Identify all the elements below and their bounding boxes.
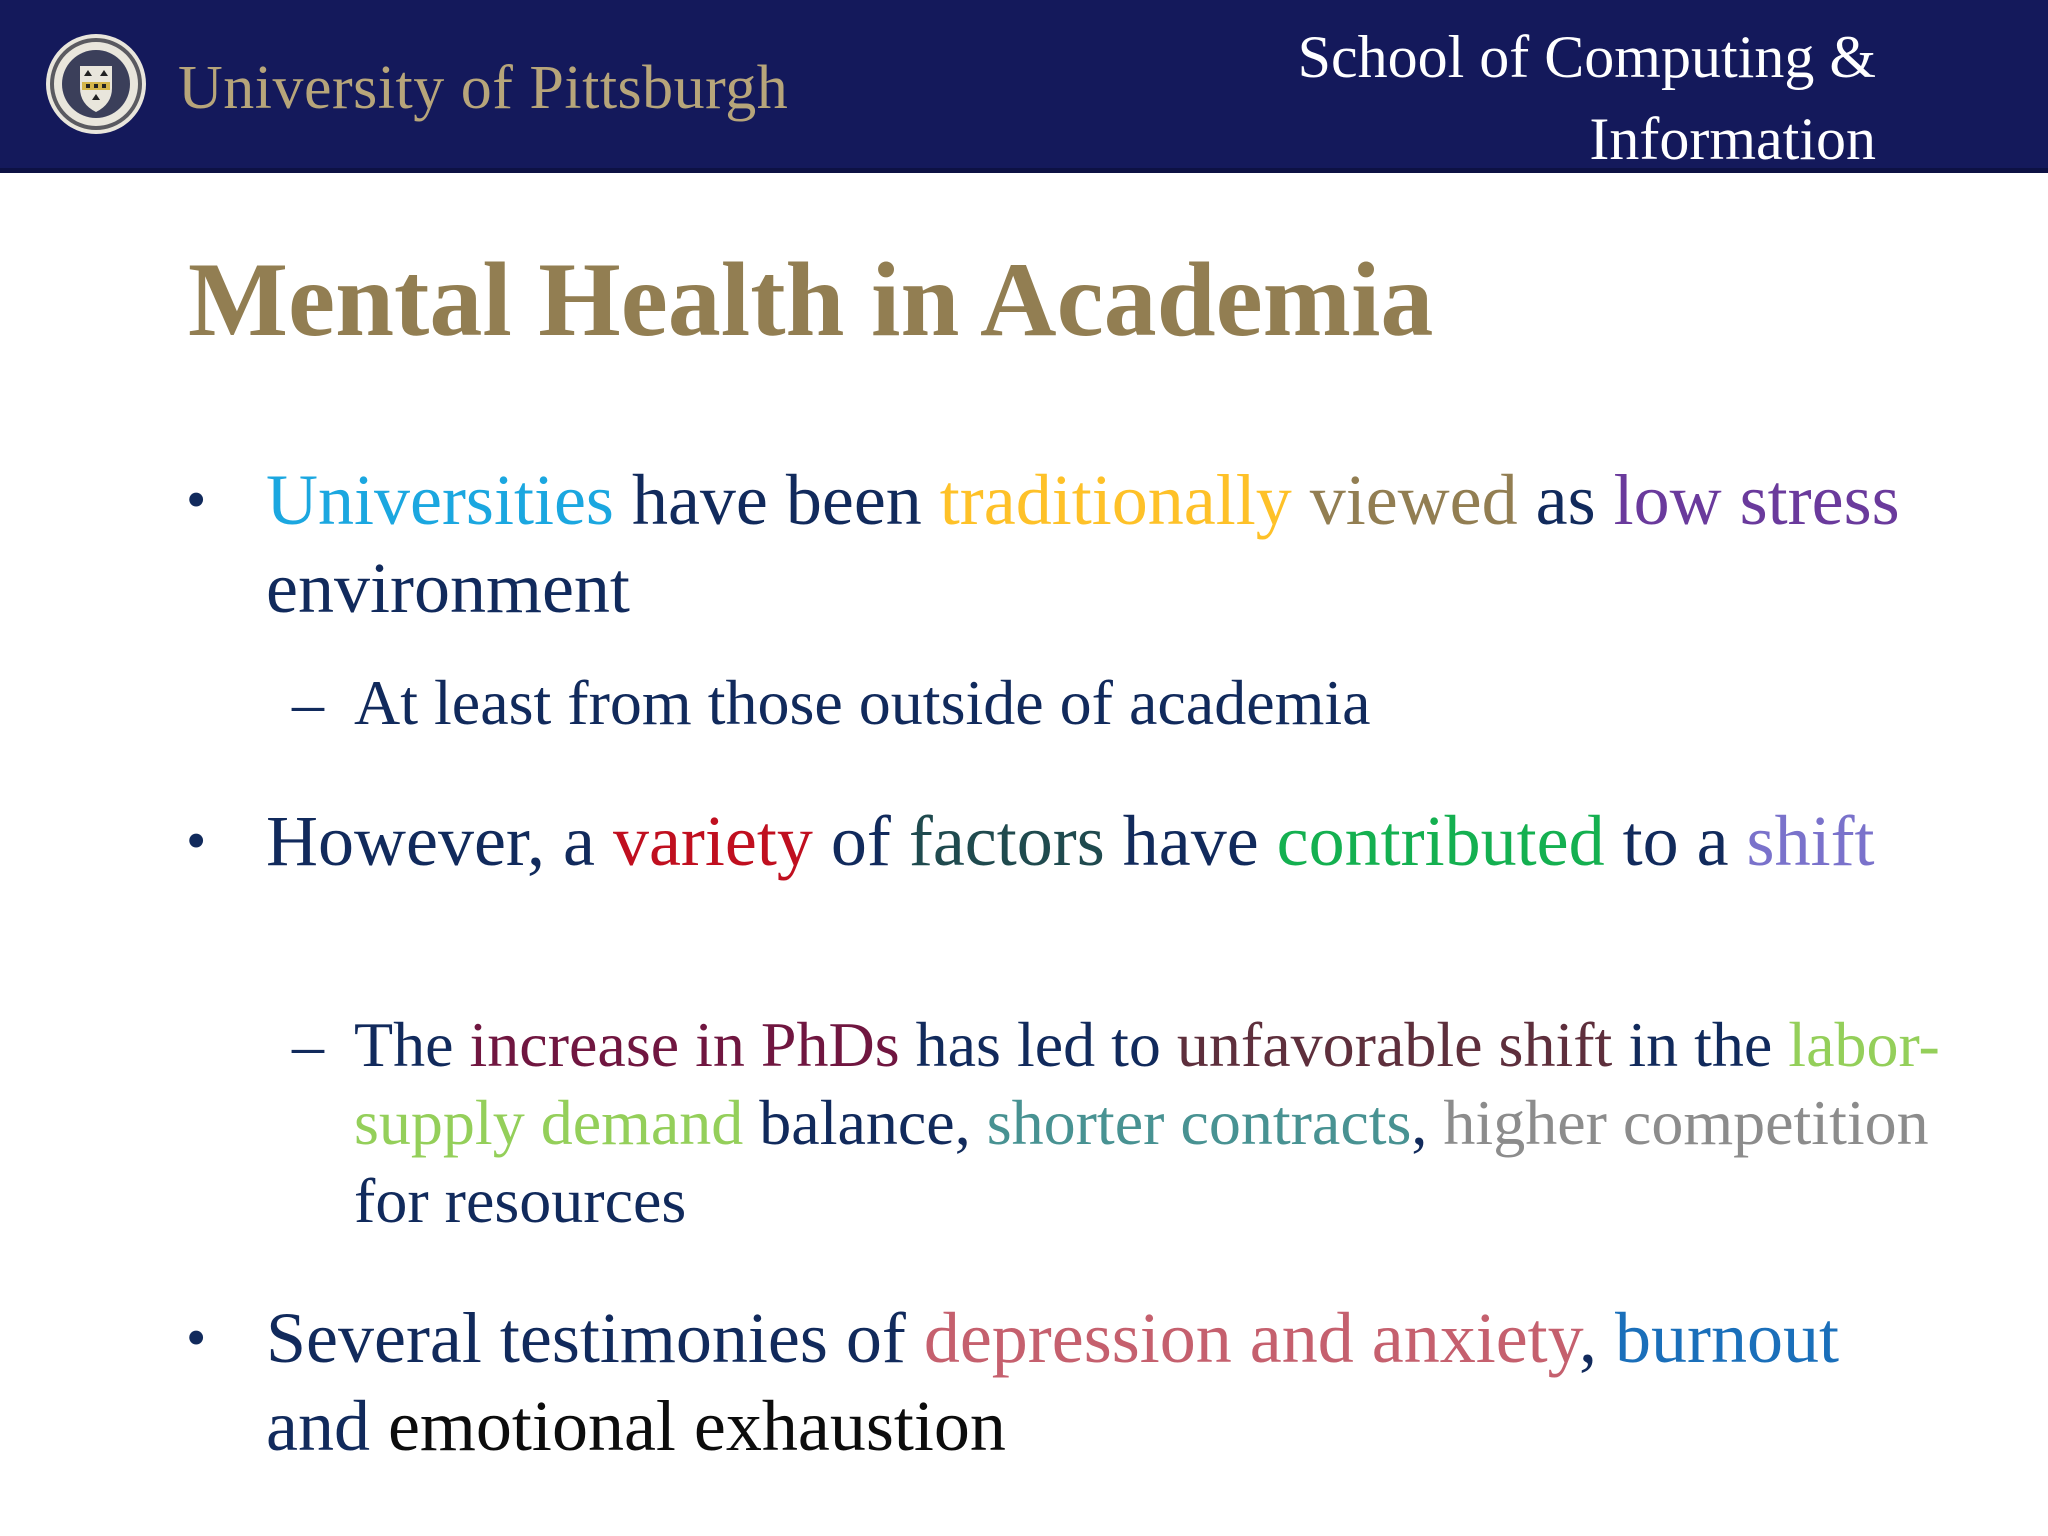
- text-run: environment: [266, 548, 630, 628]
- keyword-depression-and-anxiety: depression and anxiety: [923, 1298, 1579, 1378]
- bullet-item: [186, 456, 1926, 632]
- text-run: to a: [1604, 801, 1747, 881]
- text-run: have: [1104, 801, 1277, 881]
- dash-marker: –: [292, 1009, 324, 1080]
- keyword-higher-competition: higher competition: [1443, 1087, 1929, 1158]
- keyword-shift: shift: [1746, 801, 1875, 881]
- sub-bullet-item: [292, 664, 1954, 742]
- slide-title: Mental Health in Academia: [188, 241, 1434, 358]
- keyword-emotional-exhaustion: emotional exhaustion: [387, 1386, 1006, 1466]
- text-run: of: [812, 801, 909, 881]
- keyword-increase-in-phds: increase in PhDs: [469, 1009, 900, 1080]
- text-run: and: [266, 1386, 388, 1466]
- sub-bullet-item: [292, 1006, 1954, 1240]
- keyword-traditionally: traditionally: [939, 460, 1292, 540]
- university-seal-icon: [44, 32, 148, 136]
- keyword-factors: factors: [908, 801, 1105, 881]
- bullet-item: [186, 1294, 1926, 1470]
- header-band: [0, 0, 2048, 173]
- text-run: has led to: [899, 1009, 1177, 1080]
- text-run: [1292, 460, 1310, 540]
- bullet-marker: •: [186, 808, 207, 873]
- text-run: for resources: [354, 1165, 687, 1236]
- school-name-line-1: School of Computing &: [1297, 24, 1876, 90]
- keyword-contributed: contributed: [1276, 801, 1605, 881]
- keyword-unfavorable-shift: unfavorable shift: [1176, 1009, 1613, 1080]
- keyword-viewed: viewed: [1309, 460, 1518, 540]
- text-run: have been: [613, 460, 940, 540]
- keyword-variety: variety: [612, 801, 813, 881]
- bullet-marker: •: [186, 1305, 207, 1370]
- keyword-universities: Universities: [266, 460, 614, 540]
- text-run: Several testimonies of: [266, 1298, 924, 1378]
- keyword-burnout: burnout: [1614, 1298, 1839, 1378]
- keyword-shorter-contracts: shorter contracts: [986, 1087, 1412, 1158]
- university-name: University of Pittsburgh: [178, 54, 789, 122]
- text-run: ,: [1411, 1087, 1444, 1158]
- text-run: balance,: [743, 1087, 987, 1158]
- bullet-marker: •: [186, 467, 207, 532]
- text-run: However, a: [266, 801, 613, 881]
- text-run: as: [1517, 460, 1614, 540]
- sub-bullet-text: At least from those outside of academia: [354, 667, 1371, 738]
- bullet-item: [186, 797, 1926, 885]
- school-name-line-2: Information: [1589, 106, 1876, 172]
- keyword-labor-supply-demand: labor-supply demand: [354, 1009, 1940, 1158]
- text-run: ,: [1578, 1298, 1615, 1378]
- text-run: in the: [1612, 1009, 1789, 1080]
- dash-marker: –: [292, 667, 324, 738]
- keyword-low-stress: low stress: [1613, 460, 1900, 540]
- school-name: [1298, 16, 1876, 180]
- text-run: The: [354, 1009, 470, 1080]
